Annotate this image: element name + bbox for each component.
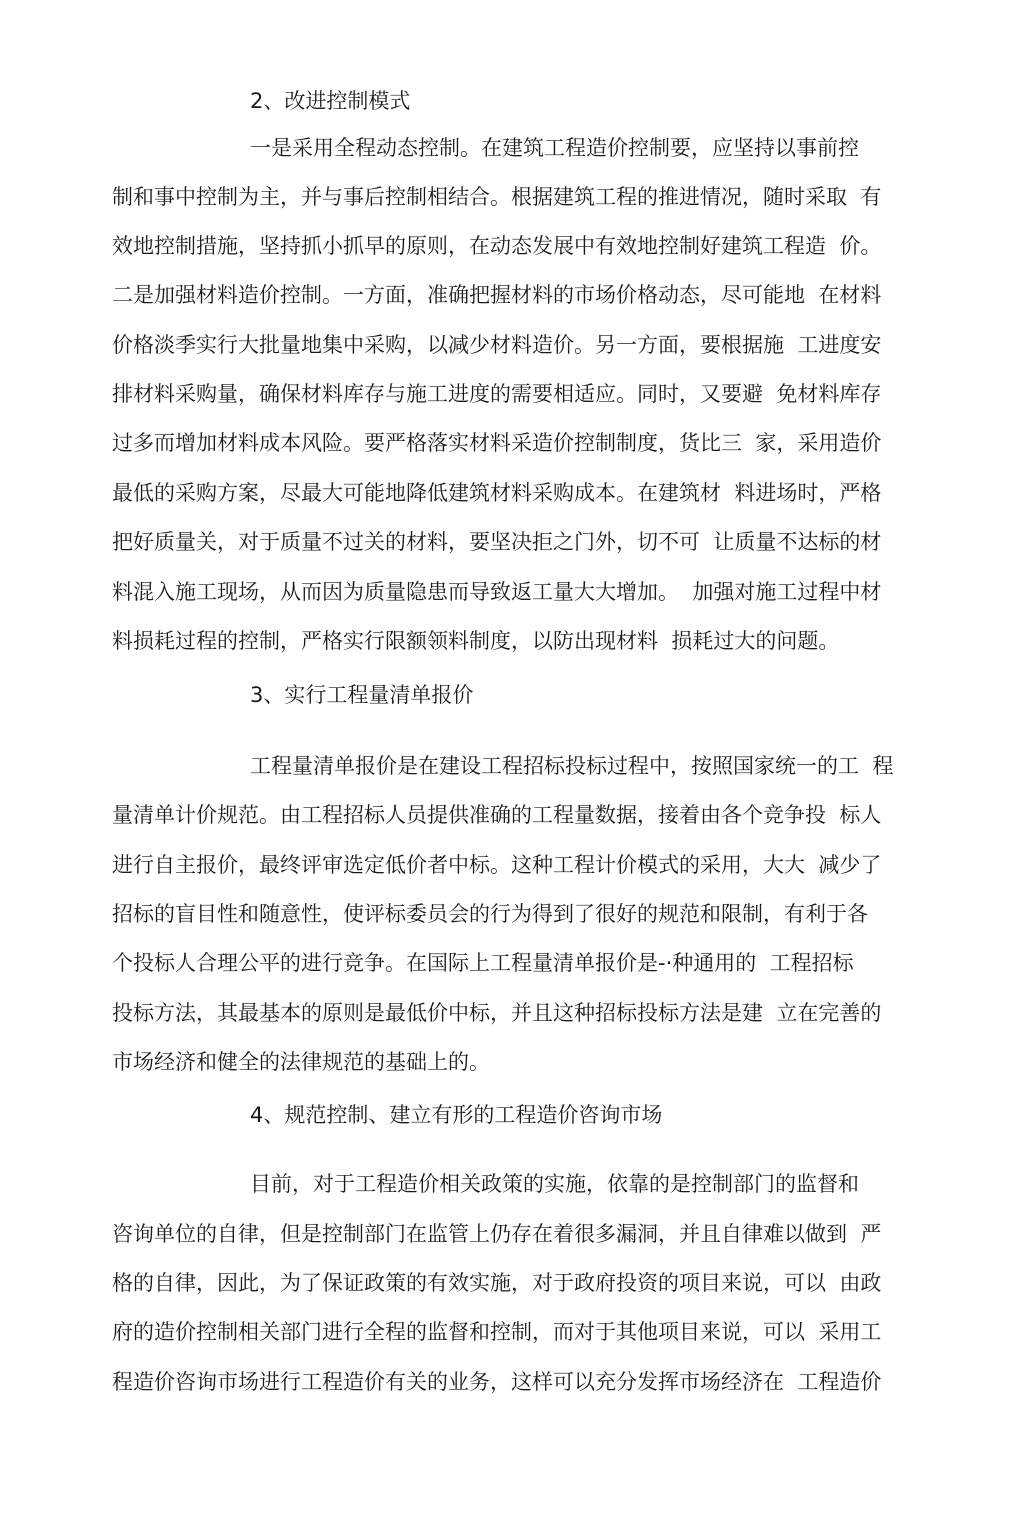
paragraph-line: 过多而增加材料成本风险。要严格落实材料采造价控制制度，货比三 家，采用造价 bbox=[112, 431, 882, 455]
paragraph-line: 格的自律，因此，为了保证政策的有效实施，对于政府投资的项目来说，可以 由政 bbox=[112, 1271, 882, 1295]
section-2-heading: 2、改进控制模式 bbox=[250, 89, 411, 113]
paragraph-line: 效地控制措施，坚持抓小抓早的原则，在动态发展中有效地控制好建筑工程造 价。 bbox=[112, 234, 882, 258]
paragraph-line: 程造价咨询市场进行工程造价有关的业务，这样可以充分发挥市场经济在 工程造价 bbox=[112, 1370, 882, 1394]
paragraph-line: 工程量清单报价是在建设工程招标投标过程中，按照国家统一的工 程 bbox=[250, 754, 894, 778]
section-4-heading: 4、规范控制、建立有形的工程造价咨询市场 bbox=[250, 1103, 663, 1127]
paragraph-line: 把好质量关，对于质量不过关的材料，要坚决拒之门外，切不可 让质量不达标的材 bbox=[112, 530, 882, 554]
paragraph-line: 进行自主报价，最终评审选定低价者中标。这种工程计价模式的采用，大大 减少了 bbox=[112, 853, 882, 877]
paragraph-line: 目前，对于工程造价相关政策的实施，依靠的是控制部门的监督和 bbox=[250, 1172, 859, 1196]
paragraph-line: 二是加强材料造价控制。一方面，准确把握材料的市场价格动态，尽可能地 在材料 bbox=[112, 283, 882, 307]
paragraph-line: 招标的盲目性和随意性，使评标委员会的行为得到了很好的规范和限制，有利于各 bbox=[112, 902, 868, 926]
paragraph-line: 府的造价控制相关部门进行全程的监督和控制，而对于其他项目来说，可以 采用工 bbox=[112, 1320, 882, 1344]
paragraph-line: 料损耗过程的控制，严格实行限额领料制度，以防出现材料 损耗过大的问题。 bbox=[112, 629, 840, 653]
paragraph-line: 一是采用全程动态控制。在建筑工程造价控制要，应坚持以事前控 bbox=[250, 136, 859, 160]
paragraph-line: 最低的采购方案，尽最大可能地降低建筑材料采购成本。在建筑材 料进场时，严格 bbox=[112, 481, 882, 505]
paragraph-line: 咨询单位的自律，但是控制部门在监管上仍存在着很多漏洞，并且自律难以做到 严 bbox=[112, 1222, 882, 1246]
section-3-heading: 3、实行工程量清单报价 bbox=[250, 683, 474, 707]
paragraph-line: 量清单计价规范。由工程招标人员提供准确的工程量数据，接着由各个竞争投 标人 bbox=[112, 803, 882, 827]
paragraph-line: 价格淡季实行大批量地集中采购，以减少材料造价。另一方面，要根据施 工进度安 bbox=[112, 333, 882, 357]
paragraph-line: 制和事中控制为主，并与事后控制相结合。根据建筑工程的推进情况，随时采取 有 bbox=[112, 185, 882, 209]
paragraph-line: 个投标人合理公平的进行竞争。在国际上工程量清单报价是-·种通用的 工程招标 bbox=[112, 951, 854, 975]
paragraph-line: 料混入施工现场，从而因为质量隐患而导致返工量大大增加。 加强对施工过程中材 bbox=[112, 580, 882, 604]
paragraph-line: 投标方法，其最基本的原则是最低价中标，并且这种招标投标方法是建 立在完善的 bbox=[112, 1001, 882, 1025]
paragraph-line: 市场经济和健全的法律规范的基础上的。 bbox=[112, 1050, 490, 1074]
paragraph-line: 排材料采购量，确保材料库存与施工进度的需要相适应。同时，又要避 免材料库存 bbox=[112, 382, 882, 406]
